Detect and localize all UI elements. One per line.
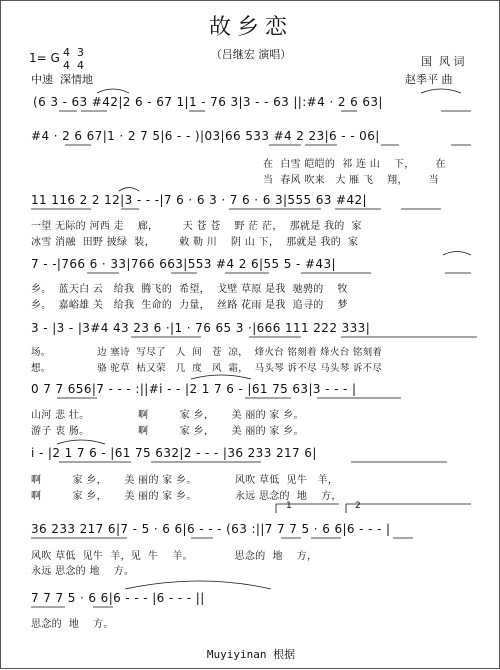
lyric-line-verse2: 游子 衷 肠。 啊 家 乡， 美 丽的 家 乡。 bbox=[31, 426, 304, 437]
lyric-line-verse1: 场。 边 塞诗 写尽了 人 间 苍 凉， 烽火台 铭刻着 烽火台 铭刻着 bbox=[31, 347, 383, 358]
volta-second-ending: 2 bbox=[355, 501, 361, 511]
lyric-line-verse1: 在 白雪 皑皑的 祁 连 山 下， 在 bbox=[263, 159, 446, 170]
lyric-line-verse1: 风吹 草低 见牛 羊，见 牛 羊。 思念的 地 方， bbox=[31, 551, 318, 562]
notation-line: (6 3 - 63 #42|2 6 - 67 1|1 - 76 3|3 - - 63 ||:#4 · 2 6 63| bbox=[33, 95, 383, 109]
slur-mark bbox=[125, 581, 271, 589]
slur-mark bbox=[443, 252, 471, 256]
lyricist-credit: 国 风 词 bbox=[421, 55, 465, 68]
volta-bracket bbox=[276, 504, 339, 513]
lyric-line-verse2: 啊 家 乡， 美 丽的 家 乡。 永远 思念的 地 方， bbox=[31, 491, 342, 502]
volta-first-ending: 1 bbox=[286, 501, 292, 511]
lyric-line-verse2: 想。 骆 驼草 枯又荣 几 度 风 霜， 马头琴 诉不尽 马头琴 诉不尽 bbox=[31, 363, 383, 374]
time-signature-bottom: 4 4 bbox=[63, 59, 84, 72]
slur-mark bbox=[57, 440, 105, 444]
lyric-line-verse1: 乡。 蓝天白 云 给我 腾飞的 希望， 戈壁 草原 是我 驰骋的 牧 bbox=[31, 284, 348, 295]
volta-bracket bbox=[346, 504, 471, 513]
notation-line: 36 233 217 6|7 - 5 · 6 6|6 - - - (63 :||7 7 7 5 · 6 6|6 - - - | bbox=[31, 522, 391, 536]
lyric-line-verse2: 永远 思念的 地 方。 bbox=[31, 566, 135, 577]
notation-line: i - |2 1 7 6 - |61 75 632|2 - - - |36 233 217 6| bbox=[31, 446, 317, 460]
lyric-line-verse2: 冰雪 消融 田野 披绿 装， 敕 勒 川 阴 山 下， 那就是 我的 家 bbox=[31, 237, 359, 248]
singer-subtitle: （吕继宏 演唱） bbox=[210, 48, 292, 61]
lyric-line-verse1: 啊 家 乡， 美 丽的 家 乡。 风吹 草低 见牛 羊， bbox=[31, 475, 339, 486]
notation-line: 0 7 7 656|7 - - - :||#i - - |2 1 7 6 - |61 75 63|3 - - - | bbox=[31, 382, 357, 396]
key-signature: 1= G bbox=[29, 51, 60, 65]
slur-mark bbox=[421, 89, 461, 93]
slur-mark bbox=[119, 188, 139, 192]
source-credit: Muyiyinan 根据 bbox=[206, 648, 296, 661]
notation-line: #4 · 2 6 67|1 · 2 7 5|6 - - )|03|66 533 #4 2 23|6 - - 06| bbox=[31, 129, 380, 143]
lyric-line-verse1: 思念的 地 方。 bbox=[31, 619, 114, 630]
notation-line: 11 116 2 2 12|3 - - -|7 6 · 6 3 · 7 6 · 6 3|555 63 #42| bbox=[31, 193, 368, 207]
composer-credit: 赵季平 曲 bbox=[405, 73, 453, 86]
lyric-line-verse1: 一望 无际的 河西 走 廊， 天 苍 苍 野 茫 茫， 那就是 我的 家 bbox=[31, 221, 362, 232]
slur-mark bbox=[97, 89, 129, 93]
notation-line: 7 7 7 5 · 6 6|6 - - - |6 - - - || bbox=[31, 591, 205, 605]
lyric-line-verse2: 当 春风 吹来 大 雁 飞 翔， 当 bbox=[263, 175, 439, 186]
notation-line: 3 - |3 - |3#4 43 23 6 ·|1 · 76 65 3 ·|666 111 222 333| bbox=[31, 321, 371, 335]
slur-mark bbox=[191, 375, 251, 379]
lyric-line-verse2: 乡。 嘉峪雄 关 给我 生命的 力量， 丝路 花雨 是我 追寻的 梦 bbox=[31, 300, 348, 311]
tempo-marking: 中速 深情地 bbox=[31, 73, 93, 86]
lyric-line-verse1: 山河 悲 壮。 啊 家 乡， 美 丽的 家 乡。 bbox=[31, 410, 304, 421]
page-title: 故乡恋 bbox=[208, 15, 293, 40]
notation-line: 7 - -|766 6 · 33|766 663|553 #4 2 6|55 5 - #43| bbox=[31, 257, 336, 271]
notation-marks bbox=[1, 1, 500, 670]
time-signature-top: 4 3 bbox=[63, 46, 84, 59]
